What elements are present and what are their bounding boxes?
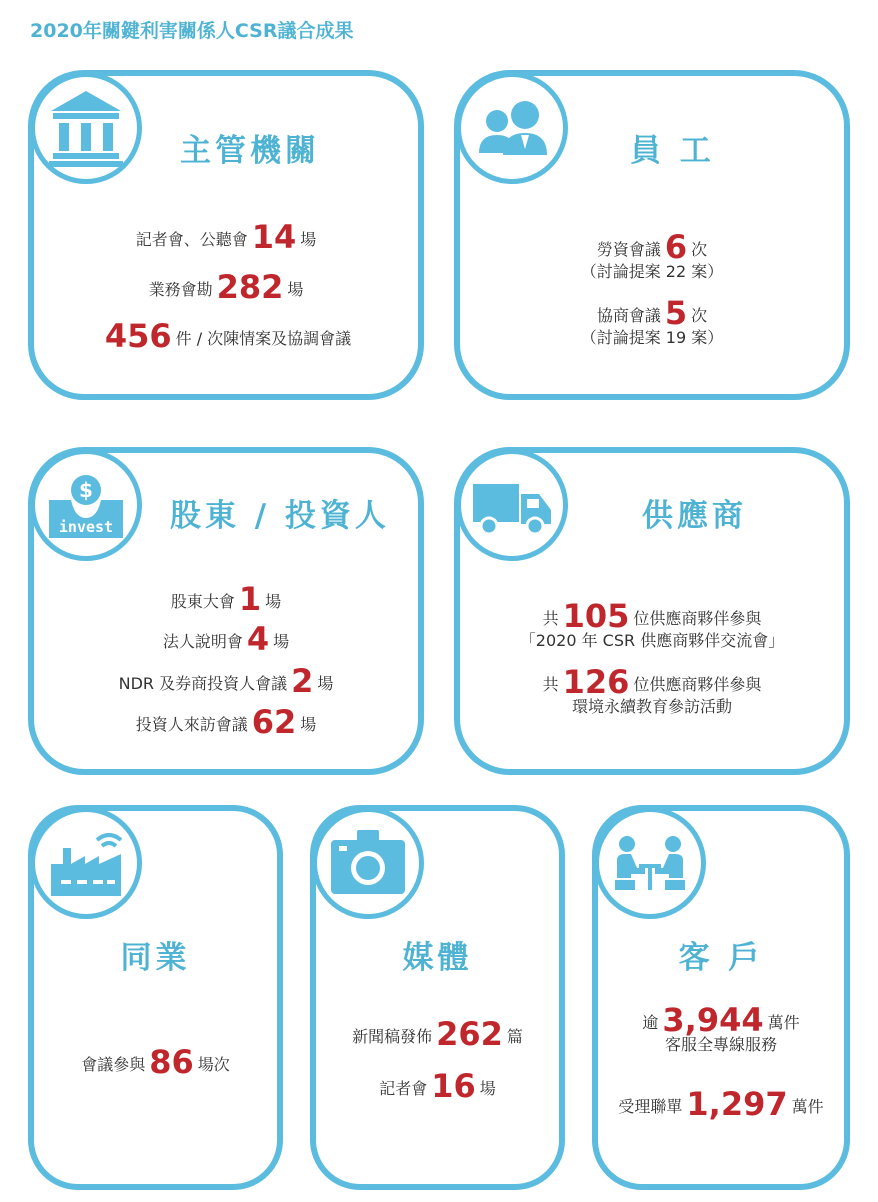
gov-line-2: 業務會勘 282 場 (148, 268, 304, 306)
card-title-investors: 股東 / 投資人 (170, 498, 390, 534)
cust-line-1: 逾 3,944 萬件 (642, 1001, 800, 1039)
card-title-suppliers: 供應商 (642, 498, 747, 534)
inv-line-2: 法人說明會 4 場 (162, 620, 290, 658)
inv-line-4: 投資人來訪會議 62 場 (135, 703, 317, 741)
cust-line-2: 受理聯單 1,297 萬件 (618, 1085, 824, 1123)
card-title-customers: 客 戶 (678, 940, 764, 976)
inv-line-3: NDR 及券商投資人會議 2 場 (118, 662, 334, 700)
sup-line-1-sub: 「2020 年 CSR 供應商夥伴交流會」 (519, 631, 785, 650)
media-line-2: 記者會 16 場 (379, 1067, 496, 1105)
emp-line-2-sub: （討論提案 19 案） (580, 328, 724, 347)
card-title-media: 媒體 (402, 940, 473, 976)
emp-line-1: 勞資會議 6 次 (596, 228, 708, 266)
page-title: 2020年關鍵利害關係人CSR議合成果 (30, 20, 354, 42)
media-line-1: 新聞稿發佈 262 篇 (352, 1015, 523, 1053)
card-title-peers: 同業 (120, 940, 191, 976)
invest-label: invest (58, 518, 114, 536)
cust-line-1-sub: 客服全專線服務 (664, 1035, 777, 1054)
card-title-government: 主管機關 (180, 133, 320, 169)
peer-line-1: 會議參與 86 場次 (81, 1043, 230, 1081)
gov-line-1: 記者會、公聽會 14 場 (135, 218, 317, 256)
emp-line-2: 協商會議 5 次 (596, 294, 708, 332)
card-title-employees: 員 工 (630, 133, 715, 169)
gov-line-3: 456 件 / 次陳情案及協調會議 (104, 317, 352, 355)
sup-line-1: 共 105 位供應商夥伴參與 (542, 597, 762, 635)
sup-line-2-sub: 環境永續教育參訪活動 (571, 697, 732, 716)
inv-line-1: 股東大會 1 場 (170, 580, 282, 618)
sup-line-2: 共 126 位供應商夥伴參與 (542, 663, 762, 701)
emp-line-1-sub: （討論提案 22 案） (580, 262, 724, 281)
dollar-symbol: $ (79, 478, 93, 502)
